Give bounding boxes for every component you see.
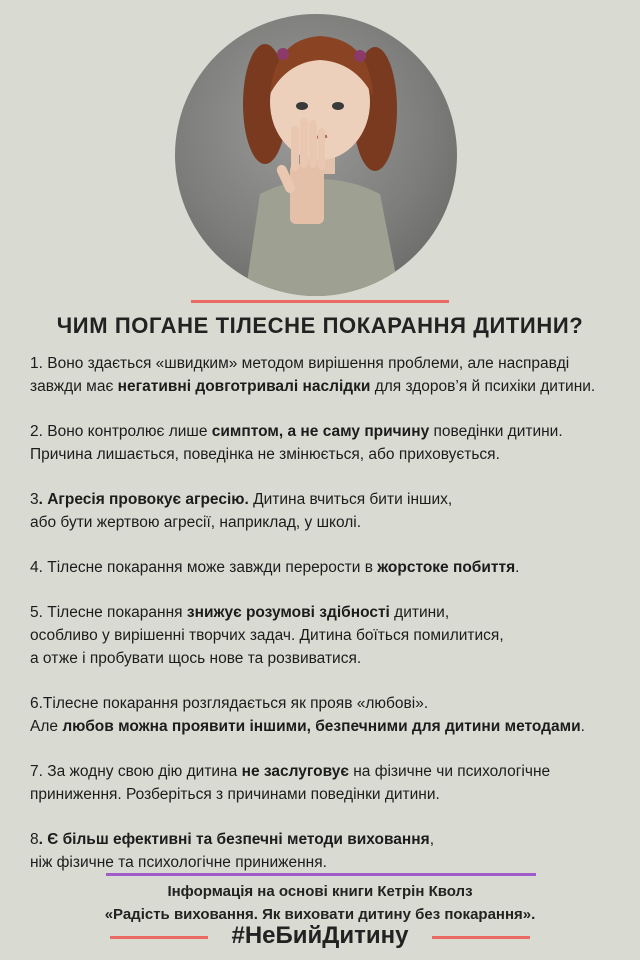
list-item: 3. Агресія провокує агресію. Дитина вчиться бити інших, або бути жертвою агресії, наприклад, у школі.	[30, 491, 453, 531]
list-item: 1. Воно здається «швидким» методом вирішення проблеми, але насправді завжди має негативні довготривалі наслідки для здоров’я й психіки дитини.	[30, 355, 596, 395]
child-photo	[175, 14, 457, 296]
list-item: 5. Тілесне покарання знижує розумові здібності дитини, особливо у вирішенні творчих задач. Дитина боїться помилитися, а отже і пробувати щось нове та розвиватися.	[30, 604, 504, 667]
hashtag: #НеБийДитину	[231, 922, 409, 949]
list-item: 2. Воно контролює лише симптом, а не саму причину поведінки дитини. Причина лишається, поведінка не змінюється, або приховується.	[30, 423, 563, 463]
reasons-list	[30, 352, 635, 896]
source-line-1: Інформація на основі книги Кетрін Кволз	[167, 883, 473, 900]
source-line-2: «Радість виховання. Як виховати дитину без покарання».	[104, 906, 536, 923]
book-source	[0, 880, 640, 926]
list-item: 7. За жодну свою дію дитина не заслуговує на фізичне чи психологічне приниження. Розберіться з причинами поведінки дитини.	[30, 763, 551, 803]
source-divider	[106, 873, 536, 876]
title-underline	[191, 300, 449, 303]
list-item: 8. Є більш ефективні та безпечні методи виховання, ніж фізичне та психологічне приниження.	[30, 831, 435, 871]
list-item: 4. Тілесне покарання може завжди перерости в жорстоке побиття.	[30, 559, 520, 576]
child-illustration	[175, 14, 457, 296]
list-item: 6.Тілесне покарання розглядається як прояв «любові». Але любов можна проявити іншими, безпечними для дитини методами.	[30, 695, 585, 735]
page-title: ЧИМ ПОГАНЕ ТІЛЕСНЕ ПОКАРАННЯ ДИТИНИ?	[56, 313, 584, 338]
